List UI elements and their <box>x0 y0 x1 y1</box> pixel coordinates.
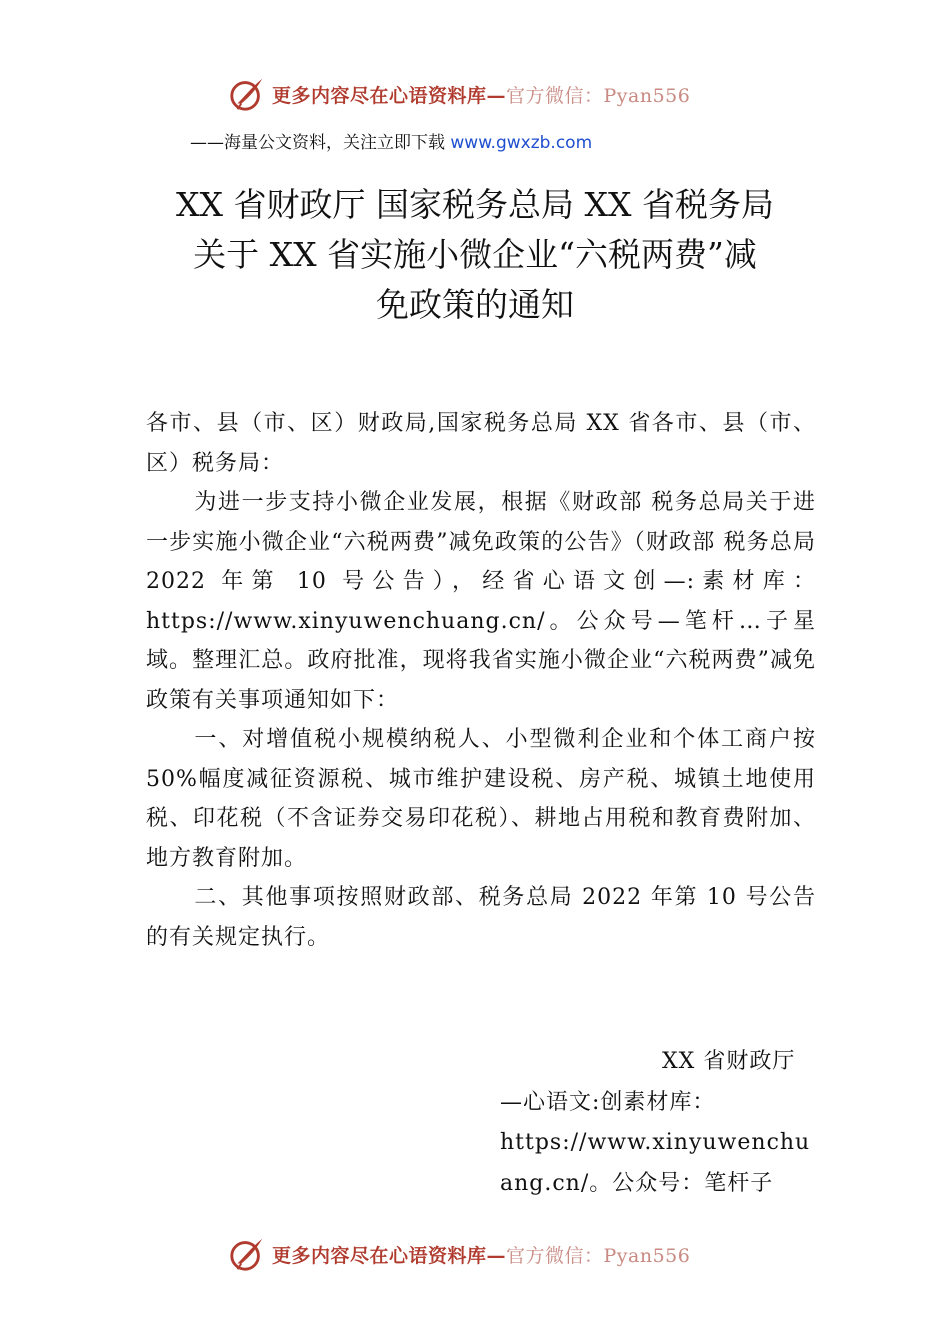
paragraph-intro: 为进一步支持小微企业发展，根据《财政部 税务总局关于进一步实施小微企业“六税两费”减免政策的公告》（财政部 税务总局 2022 年第 10 号公告），经省心语文创—:素材库：https://www.xinyuwenchuang.cn/。公众号—笔杆…子星域。整理汇总。政府批准，现将我省实施小微企业“六税两费”减免政策有关事项通知如下： <box>146 490 816 713</box>
footer-banner-text: 更多内容尽在心语资料库—官方微信：Pyan556 <box>272 1244 691 1267</box>
title-line-3: 免政策的通知 <box>376 285 574 324</box>
header-banner-text: 更多内容尽在心语资料库—官方微信：Pyan556 <box>272 84 691 107</box>
signature-line-2: https://www.xinyuwenchu <box>500 1130 811 1155</box>
paragraph-one: 一、对增值税小规模纳税人、小型微利企业和个体工商户按 50%幅度减征资源税、城市维护建设税、房产税、城镇土地使用税、印花税（不含证券交易印花税）、耕地占用税和教育费附加、地方教育附加。 <box>146 727 816 871</box>
header-banner-wechat: 官方微信：Pyan556 <box>506 84 691 107</box>
download-link[interactable]: www.gwxzb.com <box>450 133 593 153</box>
signature-org: XX 省财政厅 <box>662 1049 796 1074</box>
header-banner <box>228 74 690 114</box>
title-line-1: XX 省财政厅 国家税务总局 XX 省税务局 <box>176 185 774 224</box>
signature-line-3: ang.cn/。公众号：笔杆子 <box>500 1170 774 1196</box>
tagline <box>190 128 592 153</box>
document-title <box>140 180 810 330</box>
signature-line-1: —心语文:创素材库： <box>500 1089 716 1115</box>
tagline-text: ——海量公文资料，关注立即下载 <box>190 133 451 153</box>
footer-banner <box>228 1234 690 1274</box>
signature-block <box>500 1042 820 1204</box>
addressee: 各市、县（市、区）财政局,国家税务总局 XX 省各市、县（市、区）税务局： <box>146 411 816 476</box>
document-body <box>146 404 816 957</box>
quill-logo-icon <box>228 1235 266 1273</box>
quill-logo-icon <box>228 75 266 113</box>
paragraph-two: 二、其他事项按照财政部、税务总局 2022 年第 10 号公告的有关规定执行。 <box>146 885 816 950</box>
title-line-2: 关于 XX 省实施小微企业“六税两费”减 <box>193 235 757 274</box>
footer-banner-wechat: 官方微信：Pyan556 <box>506 1244 691 1267</box>
